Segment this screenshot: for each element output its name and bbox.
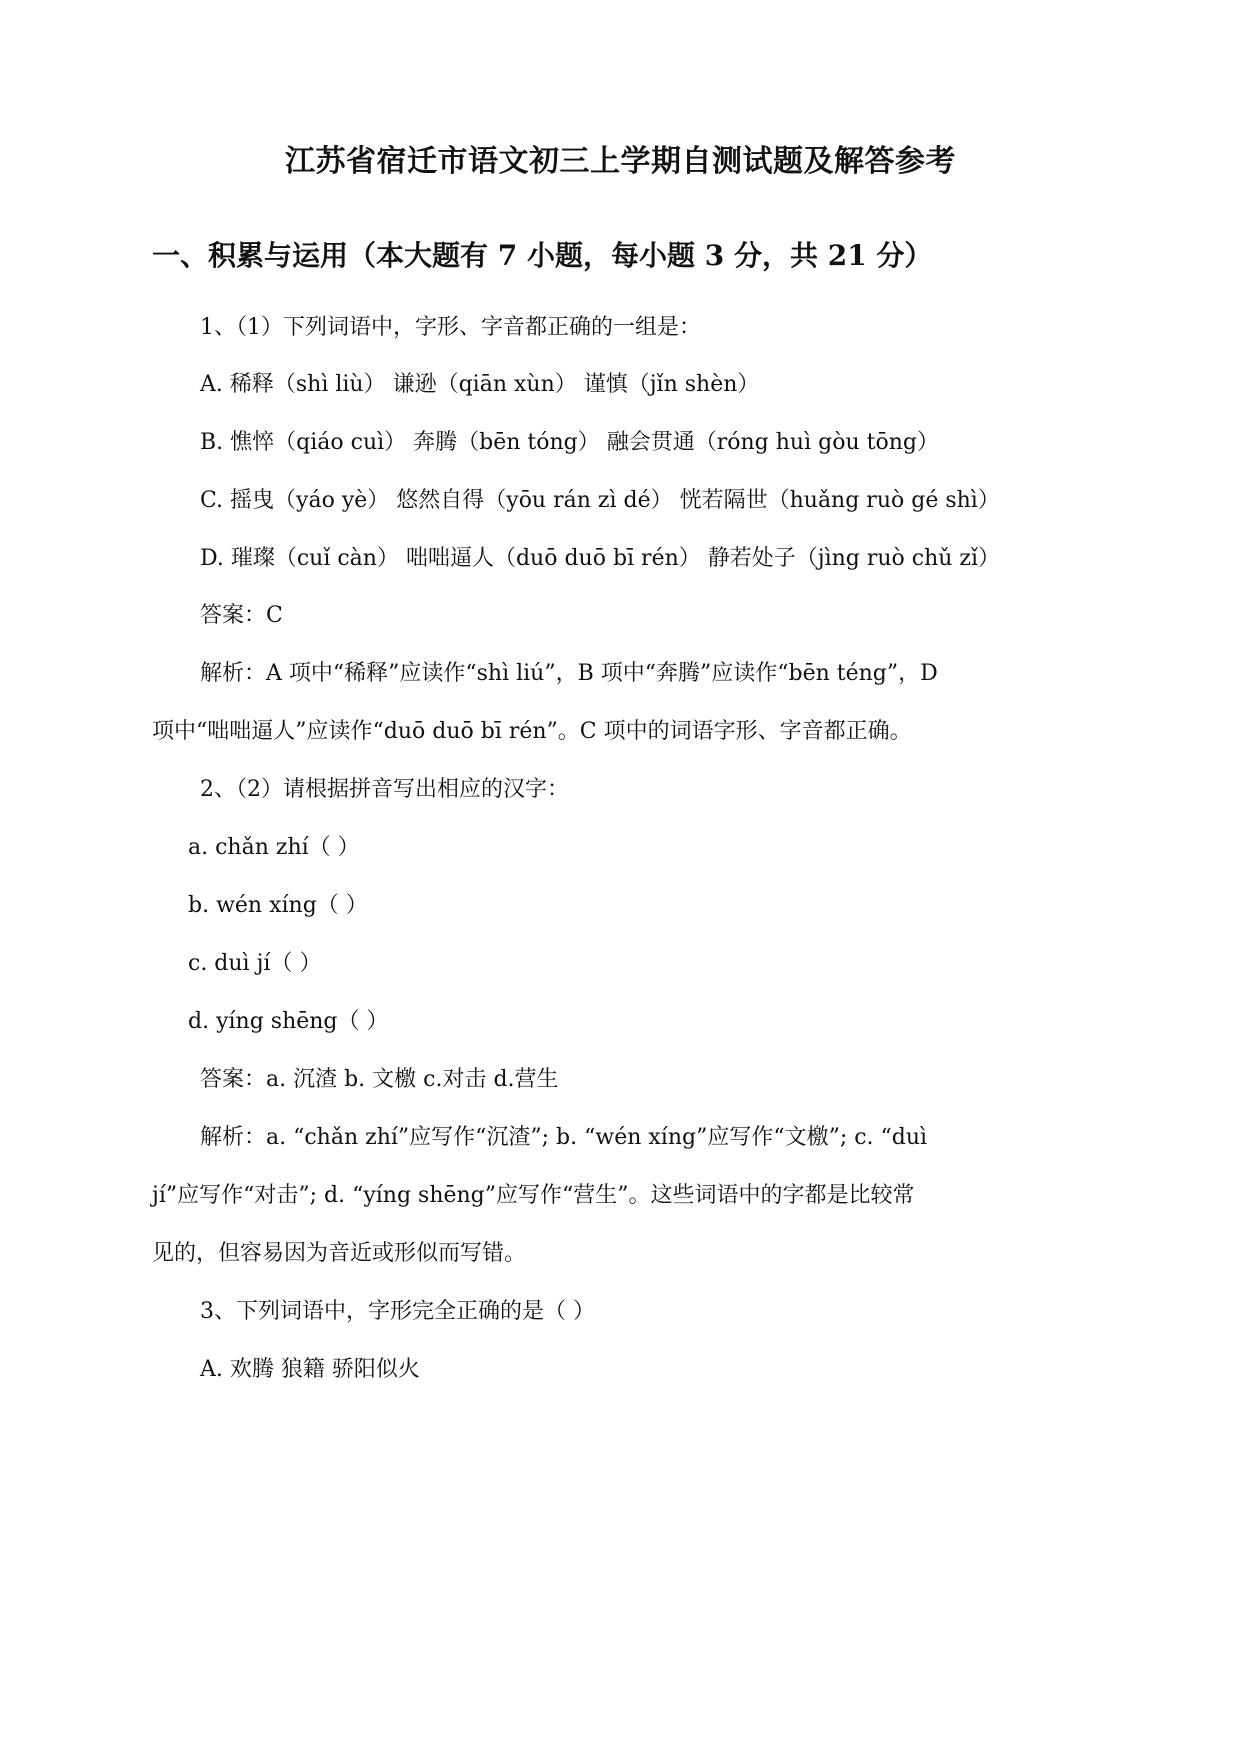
question-2-answer: 答案：a. 沉渣 b. 文檄 c.对击 d.营生 [200, 1067, 559, 1092]
question-1-stem: 1、（1）下列词语中，字形、字音都正确的一组是： [200, 315, 701, 340]
question-1-answer: 答案：C [200, 603, 283, 628]
question-1-option-c: C. 摇曳（yáo yè） 悠然自得（yōu rán zì dé） 恍若隔世（huǎng ruò gé shì） [200, 488, 1000, 513]
section-heading: 一、积累与运用（本大题有 7 小题，每小题 3 分，共 21 分） [152, 239, 933, 272]
question-2-analysis-line: 见的，但容易因为音近或形似而写错。 [152, 1241, 527, 1266]
question-2-analysis-line: jí”应写作“对击”; d. “yíng shēng”应写作“营生”。这些词语中的字都是比较常 [152, 1183, 915, 1208]
question-2-item-c: c. duì jí（ ） [188, 951, 322, 976]
question-1-option-a: A. 稀释（shì liù） 谦逊（qiān xùn） 谨慎（jǐn shèn） [200, 372, 760, 397]
question-1-option-b: B. 憔悴（qiáo cuì） 奔腾（bēn tóng） 融会贯通（róng huì gòu tōng） [200, 430, 939, 455]
question-1-analysis-line: 项中“咄咄逼人”应读作“duō duō bī rén”。C 项中的词语字形、字音都正确。 [152, 719, 912, 744]
question-3-stem: 3、下列词语中，字形完全正确的是（ ） [200, 1299, 595, 1324]
question-2-item-a: a. chǎn zhí（ ） [188, 835, 360, 860]
document-title: 江苏省宿迁市语文初三上学期自测试题及解答参考 [285, 144, 956, 179]
question-2-item-b: b. wén xíng（ ） [188, 893, 368, 918]
question-2-analysis-line: 解析：a. “chǎn zhí”应写作“沉渣”; b. “wén xíng”应写作“文檄”; c. “duì [200, 1125, 928, 1150]
question-2-item-d: d. yíng shēng（ ） [188, 1009, 389, 1034]
question-3-option-a: A. 欢腾 狼籍 骄阳似火 [200, 1357, 420, 1382]
question-1-option-d: D. 璀璨（cuǐ càn） 咄咄逼人（duō duō bī rén） 静若处子（jìng ruò chǔ zǐ） [200, 546, 1001, 571]
question-2-stem: 2、（2）请根据拼音写出相应的汉字： [200, 777, 569, 802]
question-1-analysis-line: 解析：A 项中“稀释”应读作“shì liú”，B 项中“奔腾”应读作“bēn téng”，D [200, 661, 938, 686]
